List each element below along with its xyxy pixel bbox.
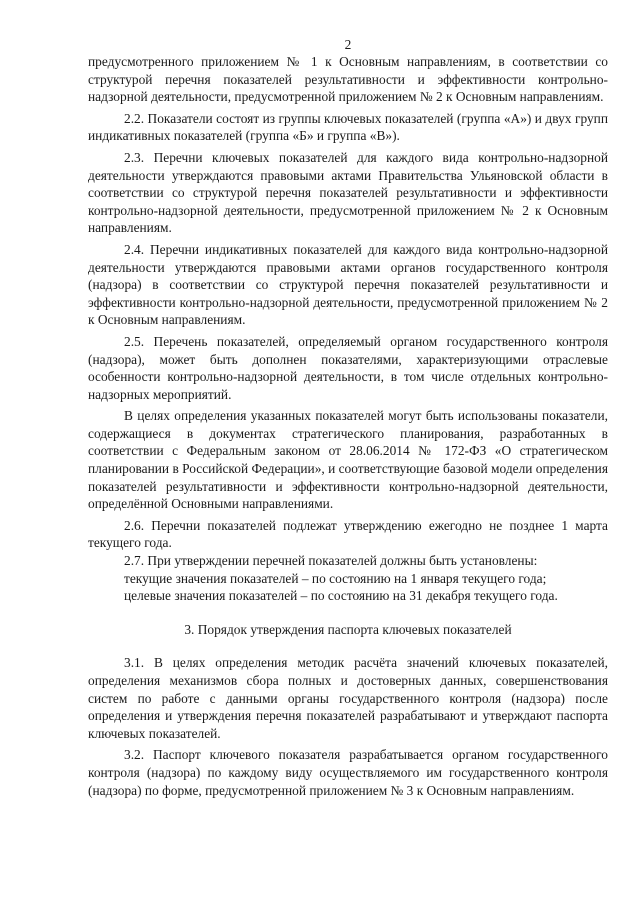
paragraph-2-2: 2.2. Показатели состоят из группы ключевых показателей (группа «А») и двух групп индикативных показателей (группа «Б» и группа «В»). — [88, 110, 608, 144]
section-3-heading: 3. Порядок утверждения паспорта ключевых показателей — [184, 621, 512, 637]
paragraph-2-6: 2.6. Перечни показателей подлежат утверждению ежегодно не позднее 1 марта текущего года. — [88, 517, 608, 551]
paragraph-2-7: 2.7. При утверждении перечней показателей должны быть установлены: — [124, 553, 538, 569]
paragraph-indicators-sources: В целях определения указанных показателей могут быть использованы показатели, содержащиеся в документах стратегического планирования, разработанных в соответствии с Федеральным законом от 28.06.2014 № 172-ФЗ «О стратегическом планировании в Российской Федерации», и соответствующие базовой модели определения показателей результативности и эффективности контрольно-надзорной деятельности, определённой Основными направлениями. — [88, 408, 608, 512]
document-page — [88, 36, 608, 799]
paragraph-2-5: 2.5. Перечень показателей, определяемый органом государственного контроля (надзора), может быть дополнен показателями, характеризующими отраслевые особенности контрольно-надзорной деятельности, в том числе отдельных контрольно-надзорных мероприятий. — [88, 333, 608, 402]
paragraph-3-1: 3.1. В целях определения методик расчёта значений ключевых показателей, определения механизмов сбора полных и достоверных данных, совершенствования систем по работе с данными органы государственного контроля (надзора) после определения и утверждения перечня показателей разрабатывают и утверждают паспорта ключевых показателей. — [88, 655, 608, 741]
paragraph-current-values: текущие значения показателей – по состоянию на 1 января текущего года; — [124, 570, 547, 586]
page-number: 2 — [344, 37, 352, 52]
paragraph-3-2: 3.2. Паспорт ключевого показателя разрабатывается органом государственного контроля (надзора) по каждому виду осуществляемого им государственного контроля (надзора) по форме, предусмотренной приложением № 3 к Основным направлениям. — [88, 747, 608, 798]
paragraph-2-4: 2.4. Перечни индикативных показателей для каждого вида контрольно-надзорной деятельности утверждаются правовыми актами органов государственного контроля (надзора) в соответствии со структурой перечня показателей результативности и эффективности контрольно-надзорной деятельности, предусмотренной приложением № 2 к Основным направлениям. — [88, 241, 608, 328]
paragraph-target-values: целевые значения показателей – по состоянию на 31 декабря текущего года. — [124, 588, 558, 604]
paragraph-2-3: 2.3. Перечни ключевых показателей для каждого вида контрольно-надзорной деятельности утверждаются правовыми актами Правительства Ульяновской области в соответствии со структурой перечня показателей результативности и эффективности контрольно-надзорной деятельности, предусмотренной приложением № 2 к Основным направлениям. — [88, 149, 608, 236]
paragraph-continuation: предусмотренного приложением № 1 к Основным направлениям, в соответствии со структурой перечня показателей результативности и эффективности контрольно-надзорной деятельности, предусмотренной приложением № 2 к Основным направлениям. — [88, 54, 608, 105]
